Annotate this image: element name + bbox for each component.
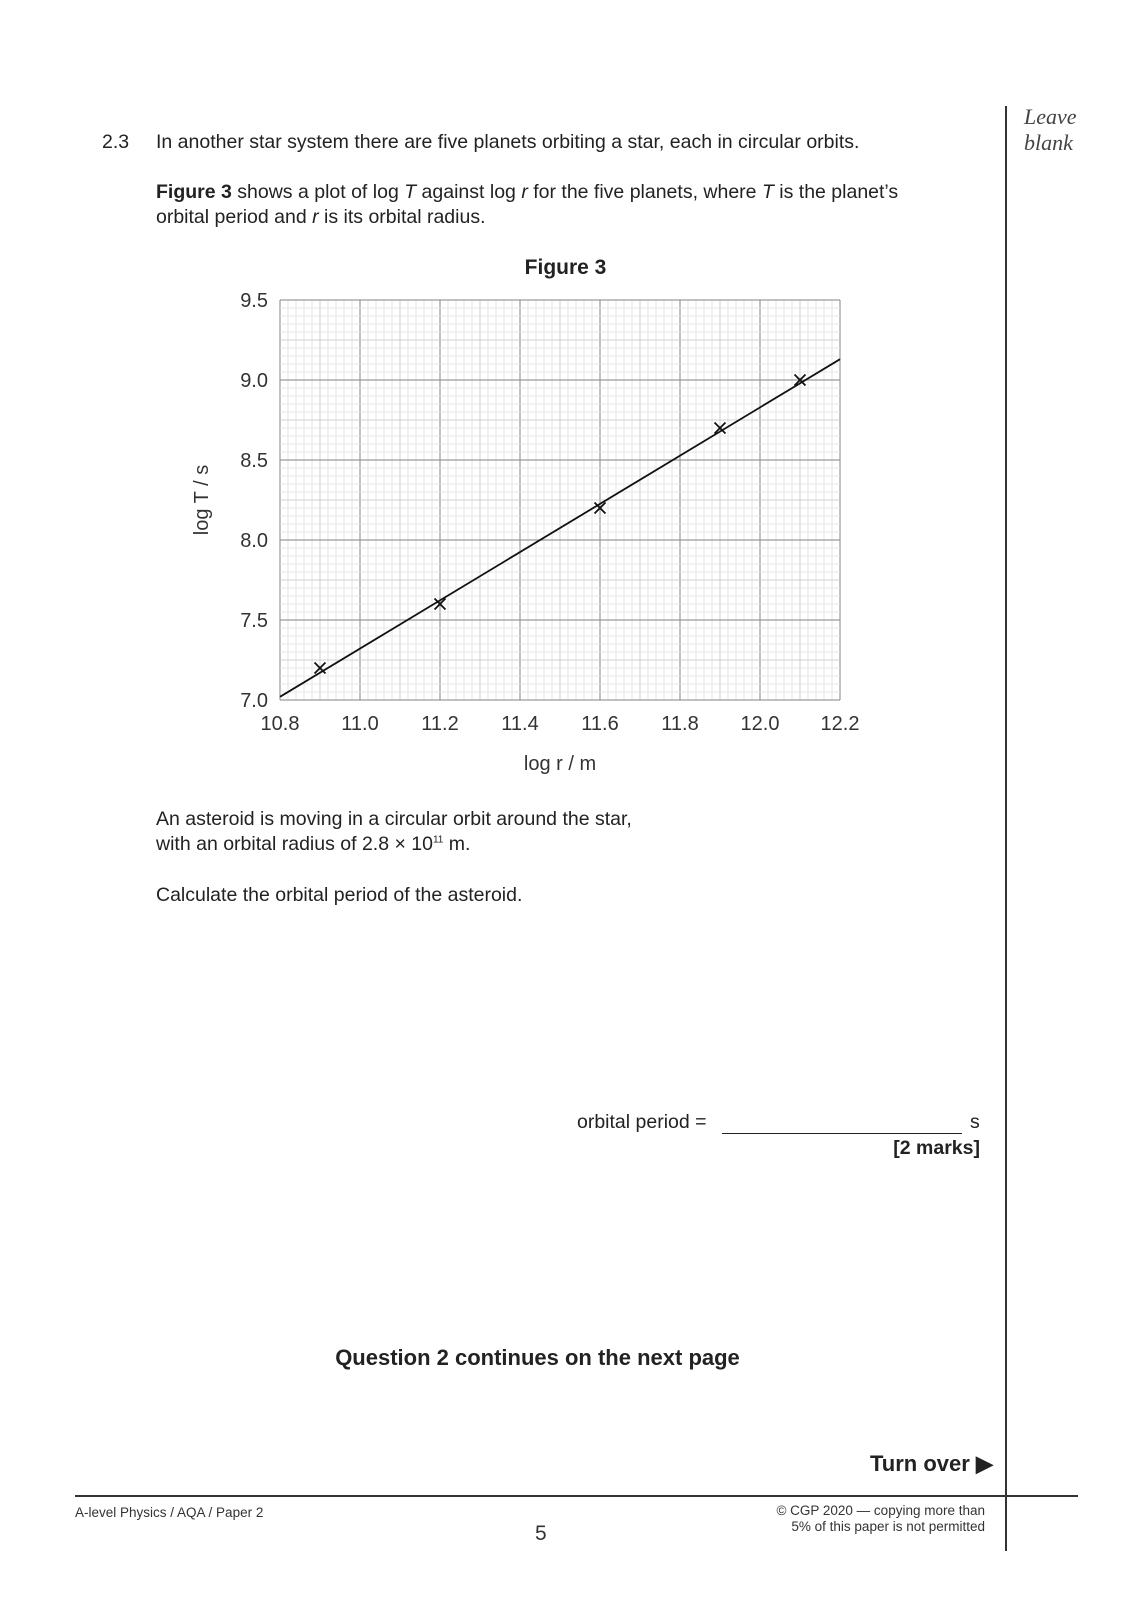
y-tick-label: 9.5 [240,290,268,312]
var-T: T [404,181,417,203]
copyright-line-2: 5% of this paper is not permitted [791,1519,985,1534]
figure-reference: Figure 3 [156,181,232,203]
copyright-line-1: © CGP 2020 — copying more than [776,1503,985,1518]
task-instruction: Calculate the orbital period of the asteroid. [156,884,523,906]
x-tick-label: 11.6 [581,713,619,735]
answer-unit: s [970,1111,980,1133]
radius-unit: m. [443,833,471,855]
page-number: 5 [535,1522,547,1545]
x-tick-label: 11.0 [341,713,379,735]
var-r: r [312,206,319,228]
asteroid-line-1: An asteroid is moving in a circular orbit around the star, [156,808,632,830]
log-plot-chart [180,280,880,780]
answer-label: orbital period = [577,1111,707,1133]
continues-note: Question 2 continues on the next page [335,1345,740,1370]
y-tick-label: 8.0 [240,530,268,552]
answer-input-line[interactable] [722,1133,962,1134]
radius-text: with an orbital radius of 2.8 × 10 [156,833,433,855]
asteroid-description [156,807,632,857]
marks-label: [2 marks] [893,1137,980,1159]
asteroid-line-2 [156,832,632,857]
question-intro: In another star system there are five planets orbiting a star, each in circular orbits. [156,131,860,153]
footer-rule [75,1495,1078,1497]
figure-title: Figure 3 [524,256,607,279]
leave-blank-label [1024,104,1077,156]
x-tick-label: 10.8 [260,713,300,735]
var-T: T [761,181,774,203]
footer-copyright [700,1503,985,1535]
blank-text: blank [1024,130,1073,155]
y-tick-label: 7.5 [240,610,268,632]
y-tick-label: 8.5 [240,450,268,472]
x-tick-label: 12.0 [740,713,780,735]
question-number: 2.3 [102,131,130,153]
desc-part: for the five planets, where [527,181,762,203]
desc-part: against log [416,181,516,203]
x-axis-label: log r / m [523,753,597,775]
figure-description-line-1 [156,180,976,205]
x-tick-label: 11.2 [421,713,459,735]
figure-description-line-2 [156,205,976,230]
radius-exponent: 11 [432,834,444,846]
y-tick-label: 7.0 [240,690,268,712]
var-r: r [521,181,528,203]
desc-part: is the planet’s [773,181,899,203]
turn-over-label: Turn over ▶ [870,1451,993,1476]
margin-rule [1005,106,1007,1551]
x-tick-label: 11.4 [501,713,539,735]
x-tick-label: 12.2 [820,713,860,735]
desc-part: shows a plot of log [231,181,399,203]
footer-paper-title: A-level Physics / AQA / Paper 2 [75,1505,264,1520]
figure-description [156,180,976,230]
y-axis-label: log T / s [191,464,213,536]
x-tick-label: 11.8 [661,713,699,735]
leave-text: Leave [1024,104,1077,129]
y-tick-label: 9.0 [240,370,268,392]
desc-part: orbital period and [156,206,313,228]
desc-part: is its orbital radius. [318,206,486,228]
